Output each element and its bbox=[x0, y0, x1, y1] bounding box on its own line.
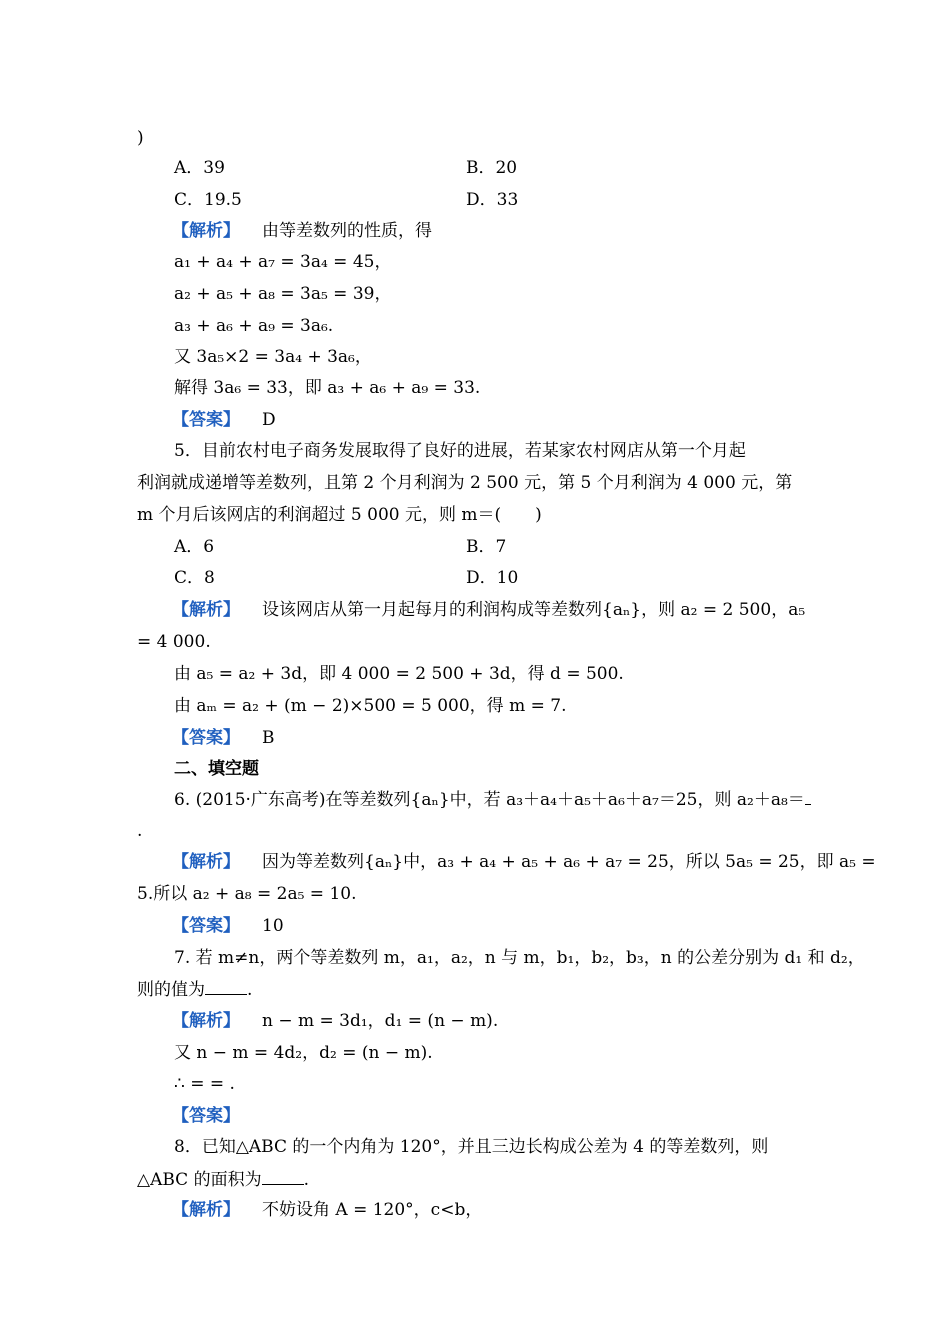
q4-option-b: B．20 bbox=[466, 158, 518, 178]
q8-l2a: △ABC 的面积为 bbox=[137, 1170, 262, 1190]
q5-sol1: 设该网店从第一月起每月的利润构成等差数列{aₙ}，则 a₂ = 2 500，a₅ bbox=[262, 600, 806, 620]
jiexi-tag: 【解析】 bbox=[172, 1200, 240, 1220]
q4-option-a: A．39 bbox=[174, 158, 225, 178]
q4-eq3: a₃ + a₆ + a₉ = 3a₆. bbox=[174, 316, 334, 336]
q4-eq4: 又 3a₅×2 = 3a₄ + 3a₆， bbox=[174, 347, 372, 367]
q7-l2a: 则的值为 bbox=[137, 980, 205, 1000]
q7-sol1: n − m = 3d₁，d₁ = (n − m). bbox=[262, 1011, 499, 1031]
q5-option-c: C．8 bbox=[174, 568, 215, 588]
q4-answer-line bbox=[172, 410, 276, 430]
paren-close: ) bbox=[137, 128, 144, 148]
q8-solution-line1 bbox=[172, 1200, 482, 1220]
daan-tag: 【答案】 bbox=[172, 916, 240, 936]
q8-l2b: . bbox=[303, 1170, 309, 1190]
daan-tag: 【答案】 bbox=[172, 410, 240, 430]
q4-solution-line bbox=[172, 221, 432, 241]
q5-stem-line1: 5．目前农村电子商务发展取得了良好的进展，若某家农村网店从第一个月起 bbox=[174, 441, 746, 461]
q7-sol2: 又 n − m = 4d₂，d₂ = (n − m). bbox=[174, 1043, 433, 1063]
q7-solution-line1 bbox=[172, 1011, 498, 1031]
q8-l1: 8．已知△ABC 的一个内角为 120°，并且三边长构成公差为 4 的等差数列，则 bbox=[174, 1137, 769, 1157]
q6-stem-line1 bbox=[174, 789, 811, 810]
q7-l1: 7. 若 m≠n，两个等差数列 m，a₁，a₂，n 与 m，b₁，b₂，b₃，n 的公差分别为 d₁ 和 d₂， bbox=[174, 948, 865, 968]
q6-sol2: 5.所以 a₂ + a₈ = 2a₅ = 10. bbox=[137, 884, 357, 904]
q5-answer: B bbox=[262, 728, 275, 748]
jiexi-tag: 【解析】 bbox=[172, 1011, 240, 1031]
jiexi-tag: 【解析】 bbox=[172, 221, 240, 241]
q6-blank bbox=[805, 789, 811, 805]
jiexi-tag: 【解析】 bbox=[172, 852, 240, 872]
q6-answer: 10 bbox=[262, 916, 284, 936]
q4-sol-intro: 由等差数列的性质，得 bbox=[262, 221, 432, 241]
q7-answer-line bbox=[172, 1106, 262, 1126]
q5-sol2: = 4 000. bbox=[137, 632, 211, 652]
q6-sol1: 因为等差数列{aₙ}中，a₃ + a₄ + a₅ + a₆ + a₇ = 25，所以 5a₅ = 25，即 a₅ = bbox=[262, 852, 876, 872]
q6-solution-line1 bbox=[172, 852, 876, 872]
q5-option-b: B．7 bbox=[466, 537, 507, 557]
daan-tag: 【答案】 bbox=[172, 1106, 240, 1126]
q6-l2: . bbox=[137, 821, 143, 841]
q5-stem-line2: 利润就成递增等差数列，且第 2 个月利润为 2 500 元，第 5 个月利润为 4 000 元，第 bbox=[137, 473, 793, 493]
jiexi-tag: 【解析】 bbox=[172, 600, 240, 620]
section-heading: 二、填空题 bbox=[174, 759, 259, 779]
q4-option-c: C．19.5 bbox=[174, 190, 242, 210]
q5-sol3: 由 a₅ = a₂ + 3d，即 4 000 = 2 500 + 3d，得 d = 500. bbox=[174, 664, 624, 684]
q6-answer-line bbox=[172, 916, 284, 936]
q8-blank bbox=[262, 1169, 304, 1185]
q7-l2b: . bbox=[247, 980, 253, 1000]
q4-eq1: a₁ + a₄ + a₇ = 3a₄ = 45， bbox=[174, 252, 392, 272]
q5-option-a: A．6 bbox=[174, 537, 215, 557]
q4-option-d: D．33 bbox=[466, 190, 519, 210]
q8-stem-line2 bbox=[137, 1169, 309, 1190]
q5-sol4: 由 aₘ = a₂ + (m − 2)×500 = 5 000，得 m = 7. bbox=[174, 696, 567, 716]
q7-stem-line2 bbox=[137, 979, 252, 1000]
q7-blank bbox=[205, 979, 247, 995]
q5-solution-line1 bbox=[172, 600, 805, 620]
q4-eq5: 解得 3a₆ = 33，即 a₃ + a₆ + a₉ = 33. bbox=[174, 378, 481, 398]
q4-answer: D bbox=[262, 410, 276, 430]
q5-option-d: D．10 bbox=[466, 568, 519, 588]
q5-answer-line bbox=[172, 728, 275, 748]
daan-tag: 【答案】 bbox=[172, 728, 240, 748]
q8-sol1: 不妨设角 A = 120°，c<b， bbox=[262, 1200, 483, 1220]
q4-eq2: a₂ + a₅ + a₈ = 3a₅ = 39， bbox=[174, 284, 392, 304]
q5-stem-line3: m 个月后该网店的利润超过 5 000 元，则 m＝( ) bbox=[137, 505, 542, 525]
q7-sol3: ∴ = = . bbox=[174, 1074, 235, 1094]
q6-l1: 6. (2015·广东高考)在等差数列{aₙ}中，若 a₃＋a₄＋a₅＋a₆＋a₇＝25，则 a₂＋a₈＝ bbox=[174, 790, 805, 810]
